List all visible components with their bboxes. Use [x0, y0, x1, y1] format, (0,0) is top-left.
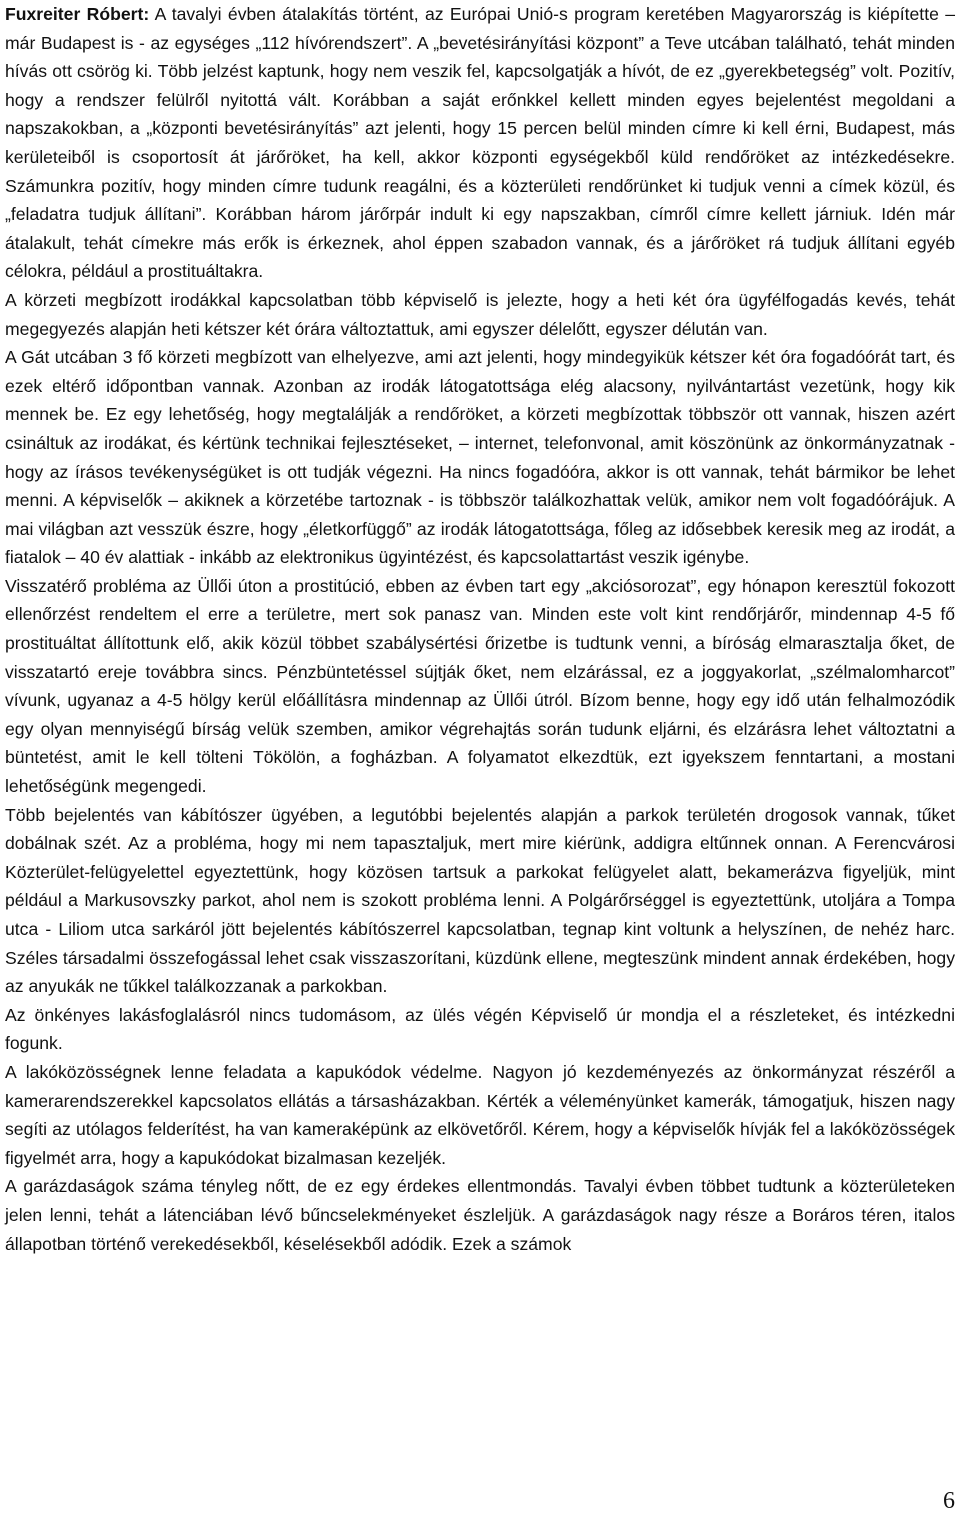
paragraph-text: A tavalyi évben átalakítás történt, az Európai Unió-s program keretében Magyarország is kiépítette – már Budapest is - az egységes „112 hívórendszert”. A „bevetésirányítási központ” a Teve utcában található, tehát minden hívás ott csörög ki. Több jelzést kaptunk, hogy nem veszik fel, kapcsolgatják a hívót, de ez „gyerekbetegség” volt. Pozitív, hogy a rendszer felülről nyitottá vált. Korábban a saját erőnkkel kellett minden egyes bejelentést megoldani a napszakokban, a „központi bevetésirányítás” azt jelenti, hogy 15 percen belül minden címre ki kell érni, Budapest, más kerületeiből is csoportosít át járőröket, ha kell, akkor központi egységekből küld rendőröket az intézkedésekre. Számunkra pozitív, hogy minden címre tudunk reagálni, és a közterületi rendőrünket ki tudjuk venni a címek közül, és „feladatra tudjuk állítani”. Korábban három járőrpár indult ki egy napszakban, címről címre kellett járniuk. Idén már átalakult, tehát címekre más erők is érkeznek, ahol éppen szabadon vannak, és a járőröket rá tudjuk állítani egyéb célokra, például a prostituáltakra. — [5, 4, 955, 282]
paragraph: Az önkényes lakásfoglalásról nincs tudomásom, az ülés végén Képviselő úr mondja el a részleteket, és intézkedni fogunk. — [5, 1004, 955, 1054]
paragraph: A lakóközösségnek lenne feladata a kapukódok védelme. Nagyon jó kezdeményezés az önkormányzat részéről a kamerarendszerekkel kapcsolatos ellátás a társasházakban. Kérték a véleményünket kamerák, támogatjuk, hiszen nagy segíti az utólagos felderítést, ha van kameraképünk az elkövetőről. Kérem, hogy a képviselők hívják fel a lakóközösségek figyelmét arra, hogy a kapukódokat bizalmasan kezeljék. — [5, 1061, 955, 1168]
speaker-name: Fuxreiter Róbert: — [5, 4, 150, 24]
paragraph: Több bejelentés van kábítószer ügyében, a legutóbbi bejelentés alapján a parkok területén drogosok vannak, tűket dobálnak szét. Az a probléma, hogy mi nem tapasztaljuk, mert mire kiérünk, addigra eltűnnek onnan. A Ferencvárosi Közterület-felügyelettel egyeztettünk, hogy közösen tartsuk a parkokat felügyelet alatt, bekamerázva figyeljük, mint például a Markusovszky parkot, ahol nem is szokott probléma lenni. A Polgárőrséggel is egyeztettünk, utoljára a Tompa utca - Liliom utca sarkáról jött bejelentés kábítószerrel kapcsolatban, tegnap kint voltunk a helyszínen, de nehéz harc. Széles társadalmi összefogással lehet csak visszaszorítani, küzdünk ellene, megteszünk mindent annak érdekében, hogy az anyukák ne tűkkel találkozzanak a parkokban. — [5, 804, 955, 997]
paragraph: Visszatérő probléma az Üllői úton a prostitúció, ebben az évben tart egy „akciósorozat”, egy hónapon keresztül fokozott ellenőrzést rendeltem el erre a területre, mert sok panasz van. Minden este volt kint rendőrjárőr, mindennap 4-5 fő prostituáltat állítottunk elő, akik közül többet szabálysértési őrizetbe is tudtunk venni, a bíróság elmarasztalja őket, de visszatartó ereje továbbra sincs. Pénzbüntetéssel sújtják őket, nem elzárással, ez a joggyakorlat, „szélmalomharcot” vívunk, ugyanaz a 4-5 hölgy kerül előállításra mindennap az Üllői útról. Bízom benne, hogy egy idő után felhalmozódik egy olyan mennyiségű bírság velük szemben, amikor végrehajtás során tudunk eljárni, és elzárásra lehet változtatni a büntetést, amit le kell tölteni Tökölön, a fogházban. A folyamatot elkezdtük, ezt igyekszem fenntartani, a mostani lehetőségünk megengedi. — [5, 575, 955, 797]
page-number: 6 — [943, 1488, 955, 1514]
document-body — [5, 0, 955, 1258]
paragraph: A garázdaságok száma tényleg nőtt, de ez egy érdekes ellentmondás. Tavalyi évben többet tudtunk a közterületeken jelen lenni, tehát a látenciában lévő bűncselekményeket észleljük. A garázdaságok nagy része a Boráros téren, italos állapotban történő verekedésekből, késelésekből adódik. Ezek a számok — [5, 1176, 955, 1254]
paragraph-speaker-intro — [5, 0, 955, 286]
paragraph: A körzeti megbízott irodákkal kapcsolatban több képviselő is jelezte, hogy a heti két óra ügyfélfogadás kevés, tehát megegyezés alapján heti kétszer két órára változtattuk, ami egyszer délelőtt, egyszer délután van. — [5, 289, 955, 339]
paragraph: A Gát utcában 3 fő körzeti megbízott van elhelyezve, ami azt jelenti, hogy mindegyikük kétszer két óra fogadóórát tart, és ezek eltérő időpontban vannak. Azonban az irodák látogatottsága elég alacsony, nyilvántartást vezetünk, hogy kik mennek be. Ez egy lehetőség, hogy megtalálják a rendőröket, a körzeti megbízottak többször ott vannak, hiszen azért csináltuk az irodákat, és kértünk technikai fejlesztéseket, – internet, telefonvonal, amit köszönünk az önkormányzatnak - hogy az írásos tevékenységüket is ott tudják végezni. Ha nincs fogadóóra, akkor is ott vannak, tehát bármikor be lehet menni. A képviselők – akiknek a körzetébe tartoznak - is többször találkozhattak velük, amikor nem volt fogadóórájuk. A mai világban azt vesszük észre, hogy „életkorfüggő” az irodák látogatottsága, főleg az idősebbek keresik meg az irodát, a fiatalok – 40 év alattiak - inkább az elektronikus ügyintézést, és kapcsolattartást veszik igénybe. — [5, 347, 955, 568]
